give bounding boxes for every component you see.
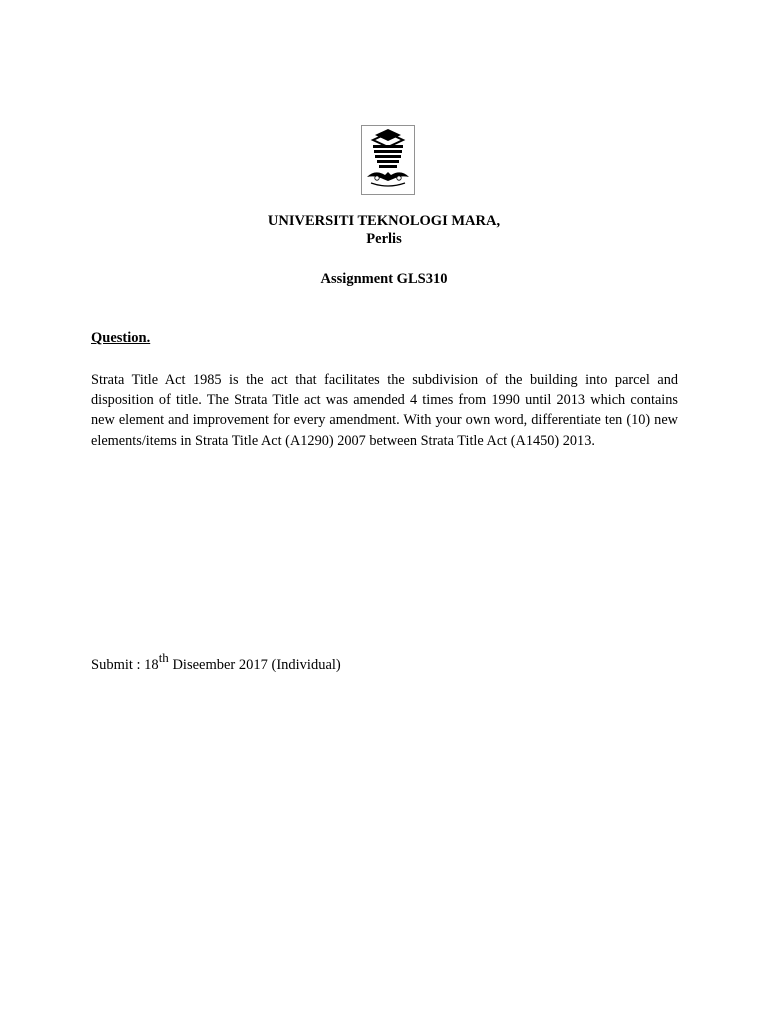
question-heading: Question. [91,330,151,346]
university-logo [361,125,415,195]
campus-name: Perlis [366,231,402,247]
submission-date-rest: Diseember 2017 (Individual) [168,657,341,673]
assignment-title: Assignment GLS310 [320,271,448,287]
crest-icon [361,125,415,195]
submission-ordinal-suffix: th [158,650,169,665]
university-name: UNIVERSITI TEKNOLOGI MARA, [267,213,501,229]
question-text: Strata Title Act 1985 is the act that facilitates the subdivision of the building into parcel and disposition of title. The Strata Title act was amended 4 times from 1990 until 2013 which contains new element and improvement for every amendment. With your own word, differentiate ten (10) new elements/items in Strata Title Act (A1290) 2007 between Strata Title Act (A1450) 2013. [91,372,678,449]
submission-prefix: Submit : 18 [91,657,159,673]
submission-line [91,650,341,676]
